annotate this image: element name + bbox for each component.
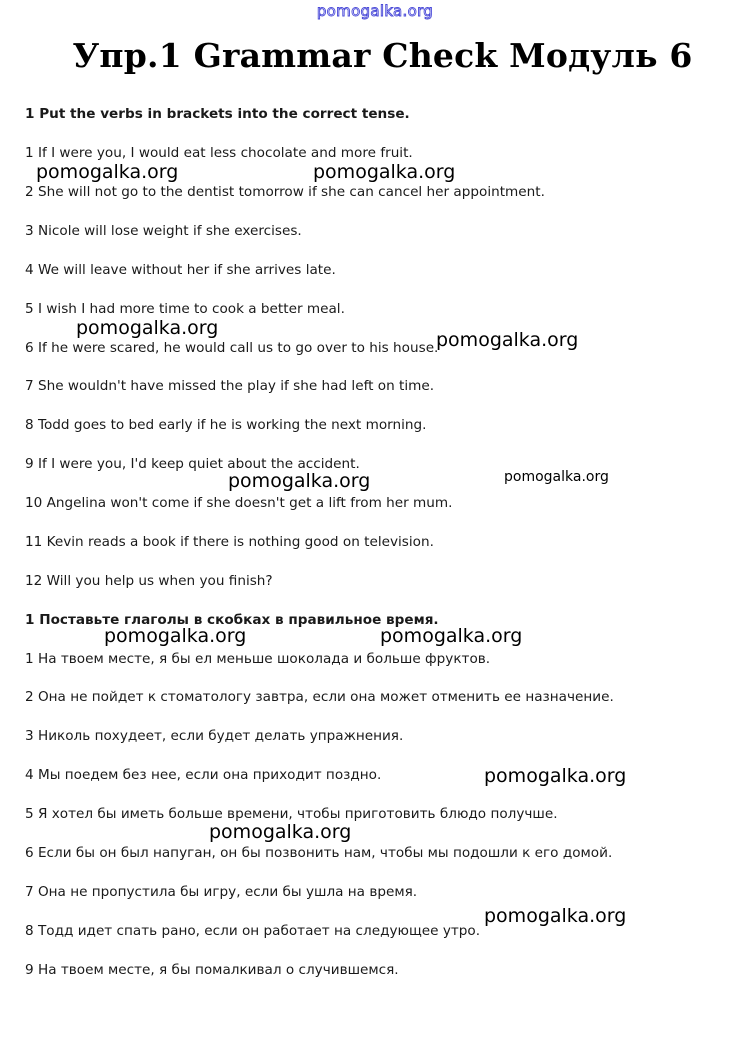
watermark: pomogalka.org	[76, 317, 219, 339]
watermark: pomogalka.org	[484, 905, 627, 927]
english-sentence-1: 1 If I were you, I would eat less chocolate and more fruit.	[25, 145, 413, 161]
watermark: pomogalka.org	[380, 625, 523, 647]
watermark: pomogalka.org	[104, 625, 247, 647]
english-sentence-2: 2 She will not go to the dentist tomorrow if she can cancel her appointment.	[25, 184, 545, 200]
english-sentence-10: 10 Angelina won't come if she doesn't get a lift from her mum.	[25, 495, 453, 511]
watermark: pomogalka.org	[313, 161, 456, 183]
russian-sentence-9: 9 На твоем месте, я бы помалкивал о случившемся.	[25, 962, 399, 978]
watermark: pomogalka.org	[209, 821, 352, 843]
watermark: pomogalka.org	[228, 470, 371, 492]
watermark: pomogalka.org	[484, 765, 627, 787]
russian-sentence-3: 3 Николь похудеет, если будет делать упражнения.	[25, 728, 404, 744]
russian-sentence-7: 7 Она не пропустила бы игру, если бы ушла на время.	[25, 884, 418, 900]
watermark: pomogalka.org	[436, 329, 579, 351]
site-link[interactable]: pomogalka.org	[316, 2, 434, 20]
english-sentence-9: 9 If I were you, I'd keep quiet about the accident.	[25, 456, 360, 472]
english-sentence-8: 8 Todd goes to bed early if he is working the next morning.	[25, 417, 427, 433]
watermark: pomogalka.org	[36, 161, 179, 183]
english-sentence-4: 4 We will leave without her if she arrives late.	[25, 262, 336, 278]
russian-sentence-8: 8 Тодд идет спать рано, если он работает на следующее утро.	[25, 923, 481, 939]
russian-sentence-5: 5 Я хотел бы иметь больше времени, чтобы приготовить блюдо получше.	[25, 806, 558, 822]
russian-sentence-6: 6 Если бы он был напуган, он бы позвонить нам, чтобы мы подошли к его домой.	[25, 845, 613, 861]
english-sentence-12: 12 Will you help us when you finish?	[25, 573, 273, 589]
russian-sentence-1: 1 На твоем месте, я бы ел меньше шоколада и больше фруктов.	[25, 651, 491, 667]
english-sentence-3: 3 Nicole will lose weight if she exercises.	[25, 223, 302, 239]
english-instruction: 1 Put the verbs in brackets into the correct tense.	[25, 106, 410, 122]
english-sentence-11: 11 Kevin reads a book if there is nothing good on television.	[25, 534, 434, 550]
english-sentence-6: 6 If he were scared, he would call us to go over to his house.	[25, 340, 439, 356]
page-title: Упр.1 Grammar Check Модуль 6	[72, 36, 693, 75]
watermark: pomogalka.org	[504, 469, 609, 485]
english-sentence-5: 5 I wish I had more time to cook a better meal.	[25, 301, 345, 317]
russian-instruction: 1 Поставьте глаголы в скобках в правильное время.	[25, 612, 439, 628]
russian-sentence-4: 4 Мы поедем без нее, если она приходит поздно.	[25, 767, 382, 783]
english-sentence-7: 7 She wouldn't have missed the play if she had left on time.	[25, 378, 435, 394]
russian-sentence-2: 2 Она не пойдет к стоматологу завтра, если она может отменить ее назначение.	[25, 689, 614, 705]
